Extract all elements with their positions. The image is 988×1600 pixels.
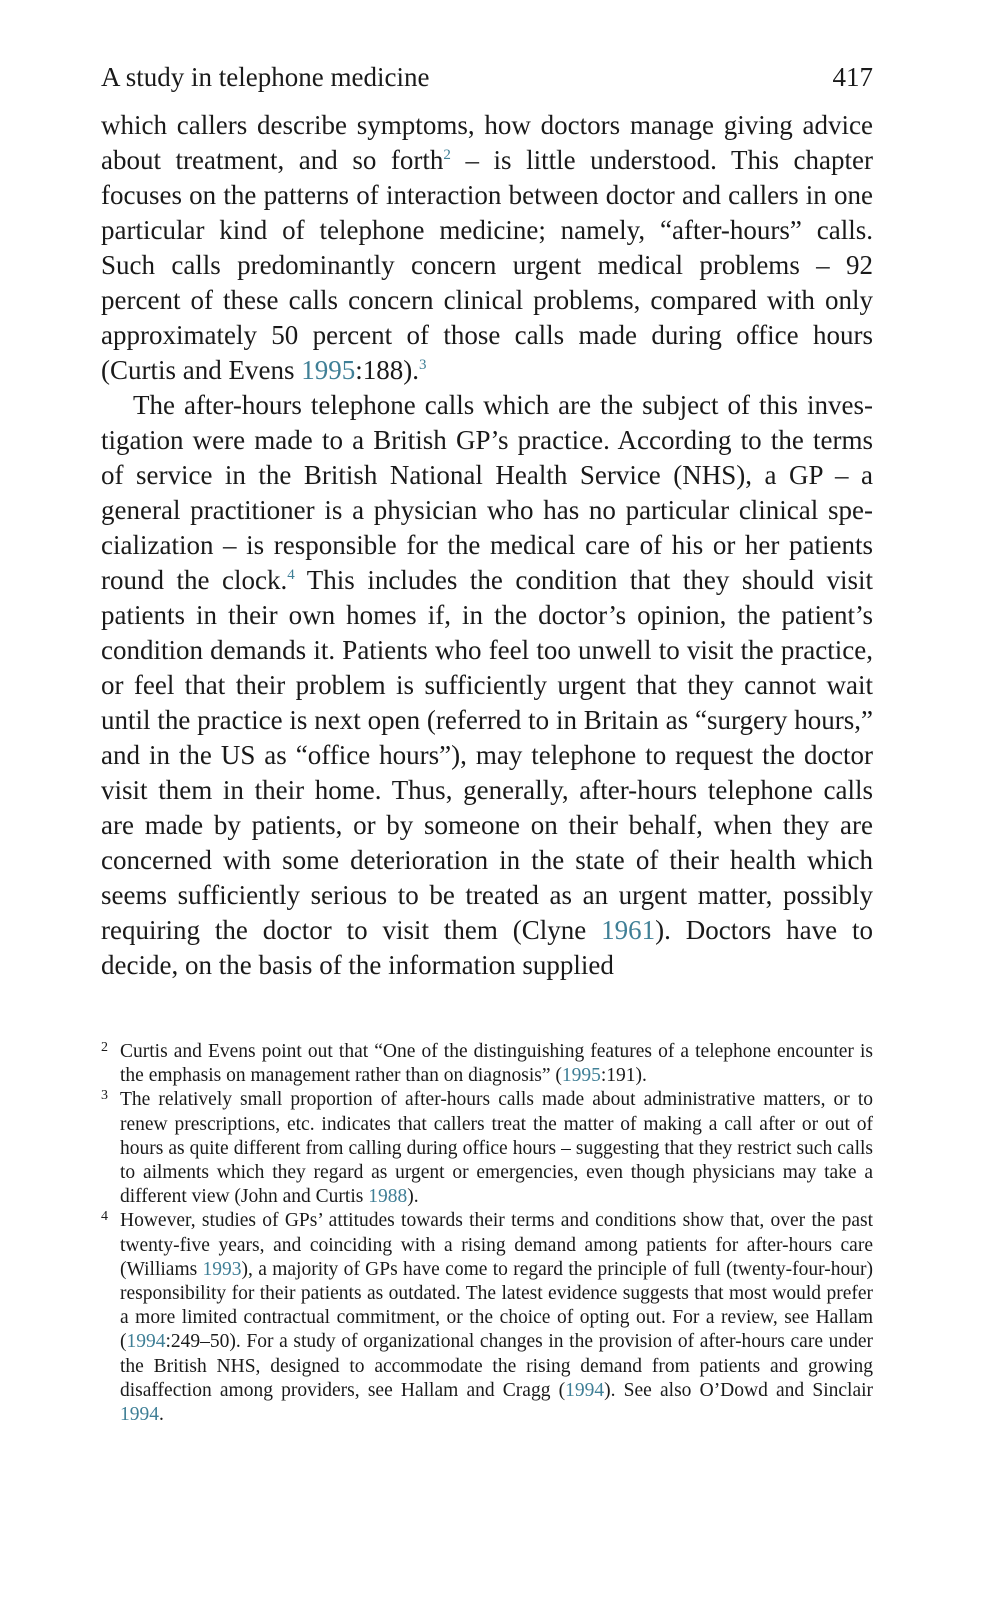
running-head-title: A study in telephone medicine — [101, 62, 430, 92]
footnote-marker-3[interactable]: 3 — [418, 357, 427, 373]
footnote-text: ). — [407, 1186, 419, 1208]
paragraph-text: – is little understood. This chapter focuses on the patterns of interaction between doctor and callers in one particular kind of telephone medicine; namely, “after-hours” calls. Such calls predominantly concern urgent medical problems – 92 percent of these calls concern clinical problems, compared with only approximately 50 percent of those calls made during office hours (Curtis and Evens — [101, 145, 873, 385]
footnote-text: . — [159, 1404, 164, 1426]
paragraph-text: which callers describe symptoms, how doctors manage giving advice about treatment, and so forth — [101, 110, 873, 175]
citation-link[interactable]: 1961 — [601, 915, 656, 945]
paragraph-text: This includes the condition that they should visit patients in their own homes if, in the doctor’s opinion, the patient’s condition demands it. Patients who feel too unwell to visit the practice, or feel that their problem is sufficiently urgent that they cannot wait until the practice is next open (referred to in Britain as “surgery hours,” and in the US as “office hours”), may telephone to request the doctor visit them in their home. Thus, generally, after-hours telephone calls are made by patients, or by someone on their behalf, when they are concerned with some deterioration in the state of their health which seems sufficiently serious to be treated as an urgent matter, possibly requiring the doctor to visit them (Clyne — [101, 565, 873, 945]
page — [101, 60, 873, 983]
citation-link[interactable]: 1988 — [368, 1186, 408, 1208]
paragraph-1 — [101, 108, 873, 388]
footnote-text: Curtis and Evens point out that “One of the distinguishing features of a telephone encounter is the emphasis on management rather than on diagnosis” ( — [120, 1041, 873, 1087]
paragraph-text: The after-hours telephone calls which are the subject of this investigation were made to a British GP’s practice. According to the terms of service in the British National Health Service (NHS), a GP – a general practitioner is a physician who has no particular clinical specialization – is responsible for the medical care of his or her patients round the clock. — [101, 390, 873, 595]
footnote-marker-2[interactable]: 2 — [443, 147, 451, 163]
footnote-2 — [101, 1040, 873, 1088]
paragraph-2 — [101, 388, 873, 983]
footnote-number: 3 — [101, 1088, 108, 1104]
footnote-marker-4[interactable]: 4 — [287, 567, 295, 583]
citation-link[interactable]: 1995 — [561, 1065, 601, 1087]
paragraph-text: :188). — [355, 355, 419, 385]
footnote-text: However, studies of GPs’ attitudes towards their terms and conditions show that, over the past twenty-five years, and coinciding with a rising demand among patients for after-hours care (Williams — [120, 1210, 873, 1280]
page-number: 417 — [832, 62, 873, 92]
citation-link[interactable]: 1994 — [565, 1379, 605, 1401]
footnotes — [101, 1040, 873, 1427]
footnote-4 — [101, 1209, 873, 1427]
paragraph-text: ). Doctors have to decide, on the basis of the information supplied — [101, 915, 873, 980]
footnote-text: The relatively small proportion of after-hours calls made about administrative matters, or to renew prescriptions, etc. indicates that callers treat the matter of making a call after or out of hours as quite different from calling during office hours – suggesting that they restrict such calls to ailments which they regard as urgent or emergencies, even though physicians may take a different view (John and Curtis — [120, 1089, 873, 1208]
footnote-text: ). See also O’Dowd and Sinclair — [604, 1379, 874, 1401]
footnote-text: :191). — [600, 1065, 647, 1087]
footnote-text: ), a majority of GPs have come to regard the principle of full (twenty-four-hour) responsibility for their patients as outdated. The latest evidence suggests that most would prefer a more limited contractual commitment, or the choice of opting out. For a review, see Hallam ( — [120, 1258, 873, 1353]
citation-link[interactable]: 1994 — [126, 1331, 166, 1353]
footnote-3 — [101, 1088, 873, 1209]
running-head — [101, 60, 873, 94]
citation-link[interactable]: 1993 — [202, 1258, 242, 1280]
citation-link[interactable]: 1995 — [301, 355, 356, 385]
footnote-number: 2 — [101, 1040, 108, 1055]
citation-link[interactable]: 1994 — [120, 1404, 159, 1426]
footnote-text: :249–50). For a study of organizational changes in the provision of after-hours care under the British NHS, designed to accommodate the rising demand from patients and growing disaffection among providers, see Hallam and Cragg ( — [120, 1331, 873, 1401]
footnote-number: 4 — [101, 1209, 108, 1225]
body-text — [101, 108, 873, 983]
